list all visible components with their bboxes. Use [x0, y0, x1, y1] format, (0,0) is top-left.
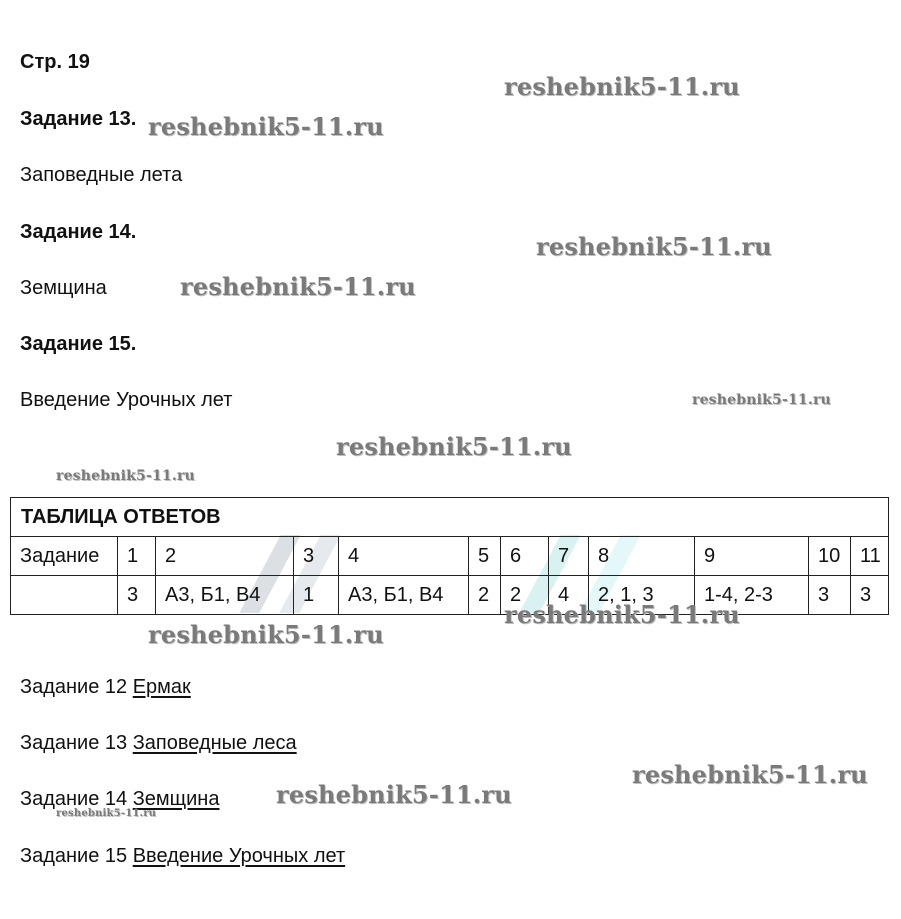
- answer-cell: 3: [809, 576, 851, 615]
- watermark: reshebnik5-11.ru: [148, 620, 384, 649]
- column-number: 8: [589, 537, 695, 576]
- table-title: ТАБЛИЦА ОТВЕТОВ: [11, 498, 889, 537]
- summary-answer: Введение Урочных лет: [132, 845, 346, 867]
- column-number: 5: [469, 537, 501, 576]
- answers-table: [10, 497, 889, 615]
- answer-cell: 1-4, 2-3: [695, 576, 809, 615]
- task-13-answer: Заповедные лета: [20, 164, 183, 186]
- column-number: 9: [695, 537, 809, 576]
- task-14-answer: Земщина: [20, 277, 107, 299]
- watermark: reshebnik5-11.ru: [276, 780, 512, 809]
- answer-cell: 3: [851, 576, 889, 615]
- watermark: reshebnik5-11.ru: [504, 72, 740, 101]
- watermark: reshebnik5-11.ru: [632, 760, 868, 789]
- watermark: reshebnik5-11.ru: [56, 808, 157, 819]
- summary-answer: Заповедные леса: [132, 732, 297, 754]
- watermark: reshebnik5-11.ru: [56, 468, 195, 484]
- table-title-row: [11, 498, 889, 537]
- answer-cell: А3, Б1, В4: [339, 576, 469, 615]
- column-number: 6: [501, 537, 549, 576]
- column-number: 4: [339, 537, 469, 576]
- watermark: reshebnik5-11.ru: [148, 112, 384, 141]
- answer-cell: 4: [549, 576, 589, 615]
- watermark: reshebnik5-11.ru: [180, 272, 416, 301]
- column-number: 10: [809, 537, 851, 576]
- answer-cell: 3: [118, 576, 156, 615]
- summary-label: Задание 14: [20, 788, 128, 810]
- watermark: reshebnik5-11.ru: [504, 600, 740, 629]
- summary-label: Задание 12: [20, 676, 128, 698]
- task-15-answer: Введение Урочных лет: [20, 389, 233, 411]
- watermark: reshebnik5-11.ru: [536, 232, 772, 261]
- column-number: 3: [294, 537, 339, 576]
- task-13-heading: Задание 13.: [20, 108, 137, 130]
- answer-cell: 2: [469, 576, 501, 615]
- summary-line: [20, 844, 345, 868]
- table-answer-row: [11, 576, 889, 615]
- empty-cell: [11, 576, 118, 615]
- watermark: reshebnik5-11.ru: [336, 432, 572, 461]
- answer-cell: 2: [501, 576, 549, 615]
- summary-label: Задание 13: [20, 732, 128, 754]
- summary-answer: Земщина: [132, 788, 220, 810]
- column-number: 1: [118, 537, 156, 576]
- summary-line: [20, 731, 297, 755]
- task-14-heading: Задание 14.: [20, 221, 137, 243]
- column-number: 7: [549, 537, 589, 576]
- column-number: 2: [156, 537, 294, 576]
- summary-line: [20, 675, 191, 699]
- watermark: reshebnik5-11.ru: [692, 392, 831, 408]
- answer-cell: 1: [294, 576, 339, 615]
- page-label: Стр. 19: [20, 51, 90, 73]
- summary-answer: Ермак: [132, 676, 191, 698]
- task-15-heading: Задание 15.: [20, 333, 137, 355]
- row-header-label: Задание: [11, 537, 118, 576]
- answer-cell: А3, Б1, В4: [156, 576, 294, 615]
- summary-label: Задание 15: [20, 845, 128, 867]
- answer-cell: 2, 1, 3: [589, 576, 695, 615]
- table-header-row: [11, 537, 889, 576]
- column-number: 11: [851, 537, 889, 576]
